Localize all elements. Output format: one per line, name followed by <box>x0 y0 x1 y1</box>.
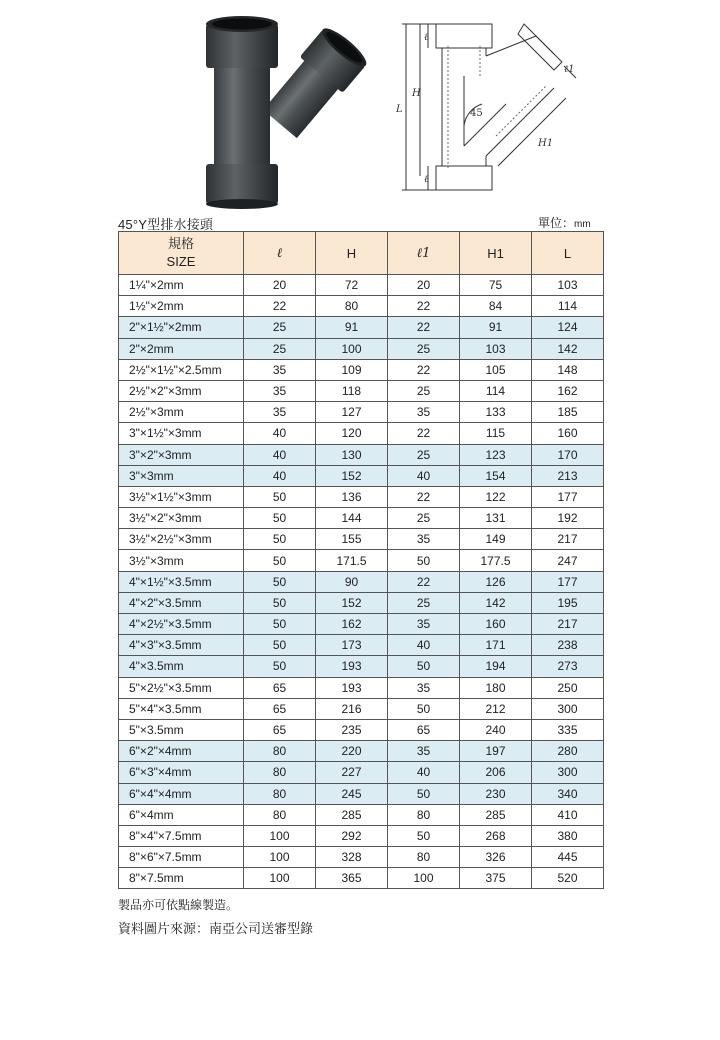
cell-H1: 154 <box>460 465 532 486</box>
header-H1: H1 <box>460 232 532 275</box>
cell-H1: 194 <box>460 656 532 677</box>
cell-size: 8"×6"×7.5mm <box>119 847 244 868</box>
cell-size: 4"×3"×3.5mm <box>119 635 244 656</box>
cell-H1: 285 <box>460 804 532 825</box>
table-row <box>119 317 604 338</box>
cell-H: 227 <box>316 762 388 783</box>
cell-l: 50 <box>244 635 316 656</box>
cell-l1: 22 <box>388 423 460 444</box>
cell-H: 173 <box>316 635 388 656</box>
cell-l1: 22 <box>388 317 460 338</box>
table-row <box>119 359 604 380</box>
angle-label: 45 <box>470 108 483 119</box>
cell-l1: 40 <box>388 762 460 783</box>
cell-H1: 114 <box>460 380 532 401</box>
cell-H1: 115 <box>460 423 532 444</box>
cell-L: 250 <box>532 677 604 698</box>
cell-H: 193 <box>316 677 388 698</box>
cell-L: 162 <box>532 380 604 401</box>
cell-H: 127 <box>316 402 388 423</box>
cell-H1: 206 <box>460 762 532 783</box>
cell-L: 124 <box>532 317 604 338</box>
cell-H: 365 <box>316 868 388 889</box>
cell-H1: 84 <box>460 296 532 317</box>
cell-L: 177 <box>532 486 604 507</box>
cell-L: 300 <box>532 698 604 719</box>
cell-H1: 75 <box>460 275 532 296</box>
cell-size: 3"×2"×3mm <box>119 444 244 465</box>
cell-l: 20 <box>244 275 316 296</box>
cell-L: 247 <box>532 550 604 571</box>
cell-size: 4"×1½"×3.5mm <box>119 571 244 592</box>
cell-l1: 35 <box>388 529 460 550</box>
table-row <box>119 656 604 677</box>
cell-l: 40 <box>244 465 316 486</box>
table-row <box>119 402 604 423</box>
cell-H: 193 <box>316 656 388 677</box>
cell-l: 35 <box>244 359 316 380</box>
cell-H1: 240 <box>460 719 532 740</box>
cell-H1: 131 <box>460 508 532 529</box>
table-row <box>119 614 604 635</box>
table-row <box>119 486 604 507</box>
cell-H: 245 <box>316 783 388 804</box>
table-row <box>119 804 604 825</box>
spec-table <box>118 231 604 889</box>
cell-H1: 91 <box>460 317 532 338</box>
cell-l: 65 <box>244 719 316 740</box>
cell-l: 100 <box>244 847 316 868</box>
cell-l: 80 <box>244 762 316 783</box>
cell-l: 50 <box>244 508 316 529</box>
cell-l: 40 <box>244 444 316 465</box>
table-row <box>119 592 604 613</box>
cell-l1: 22 <box>388 486 460 507</box>
cell-H1: 160 <box>460 614 532 635</box>
cell-l1: 50 <box>388 783 460 804</box>
table-row <box>119 423 604 444</box>
cell-size: 8"×7.5mm <box>119 868 244 889</box>
header-size <box>119 232 244 275</box>
cell-H1: 149 <box>460 529 532 550</box>
note-dotted-line: 製品亦可依點線製造。 <box>118 898 239 912</box>
cell-l: 50 <box>244 529 316 550</box>
cell-size: 3½"×2½"×3mm <box>119 529 244 550</box>
cell-H1: 177.5 <box>460 550 532 571</box>
cell-L: 238 <box>532 635 604 656</box>
cell-L: 195 <box>532 592 604 613</box>
cell-H: 152 <box>316 465 388 486</box>
cell-l: 50 <box>244 592 316 613</box>
header-H: H <box>316 232 388 275</box>
cell-size: 6"×4"×4mm <box>119 783 244 804</box>
cell-size: 5"×3.5mm <box>119 719 244 740</box>
cell-l: 65 <box>244 677 316 698</box>
cell-l1: 22 <box>388 571 460 592</box>
table-row <box>119 741 604 762</box>
cell-l1: 25 <box>388 338 460 359</box>
cell-H: 292 <box>316 825 388 846</box>
cell-H: 72 <box>316 275 388 296</box>
cell-H1: 103 <box>460 338 532 359</box>
cell-H1: 133 <box>460 402 532 423</box>
cell-L: 273 <box>532 656 604 677</box>
cell-l1: 50 <box>388 656 460 677</box>
cell-l1: 25 <box>388 508 460 529</box>
cell-l1: 40 <box>388 465 460 486</box>
cell-size: 3"×1½"×3mm <box>119 423 244 444</box>
cell-H: 109 <box>316 359 388 380</box>
note-source: 資料圖片來源：南亞公司送審型錄 <box>118 921 314 936</box>
cell-l: 100 <box>244 825 316 846</box>
table-row <box>119 635 604 656</box>
cell-H1: 180 <box>460 677 532 698</box>
cell-H: 136 <box>316 486 388 507</box>
cell-H: 220 <box>316 741 388 762</box>
cell-size: 4"×3.5mm <box>119 656 244 677</box>
header-L: L <box>532 232 604 275</box>
cell-H: 130 <box>316 444 388 465</box>
cell-H1: 171 <box>460 635 532 656</box>
table-row <box>119 380 604 401</box>
unit-label <box>538 214 591 231</box>
cell-l1: 100 <box>388 868 460 889</box>
dim-label-l-top: ℓ <box>424 32 429 43</box>
cell-H: 216 <box>316 698 388 719</box>
cell-H1: 197 <box>460 741 532 762</box>
cell-L: 185 <box>532 402 604 423</box>
cell-size: 6"×2"×4mm <box>119 741 244 762</box>
cell-H: 120 <box>316 423 388 444</box>
cell-H1: 230 <box>460 783 532 804</box>
product-photo <box>192 14 368 210</box>
table-row <box>119 762 604 783</box>
cell-H1: 123 <box>460 444 532 465</box>
table-row <box>119 296 604 317</box>
cell-H1: 212 <box>460 698 532 719</box>
cell-l1: 35 <box>388 614 460 635</box>
table-row <box>119 529 604 550</box>
cell-L: 142 <box>532 338 604 359</box>
cell-H: 328 <box>316 847 388 868</box>
cell-size: 4"×2½"×3.5mm <box>119 614 244 635</box>
table-row <box>119 275 604 296</box>
cell-H: 162 <box>316 614 388 635</box>
cell-H: 235 <box>316 719 388 740</box>
cell-l: 50 <box>244 550 316 571</box>
cell-H1: 268 <box>460 825 532 846</box>
cell-l1: 50 <box>388 550 460 571</box>
table-row <box>119 444 604 465</box>
cell-l: 80 <box>244 783 316 804</box>
cell-L: 300 <box>532 762 604 783</box>
cell-l1: 22 <box>388 296 460 317</box>
cell-l: 22 <box>244 296 316 317</box>
cell-size: 3½"×1½"×3mm <box>119 486 244 507</box>
dim-label-L: L <box>396 104 403 115</box>
cell-L: 280 <box>532 741 604 762</box>
dimension-drawing <box>386 16 586 200</box>
cell-H1: 105 <box>460 359 532 380</box>
table-row <box>119 465 604 486</box>
header-l: ℓ <box>244 232 316 275</box>
cell-l1: 80 <box>388 804 460 825</box>
cell-size: 2½"×3mm <box>119 402 244 423</box>
cell-L: 148 <box>532 359 604 380</box>
table-row <box>119 868 604 889</box>
cell-L: 177 <box>532 571 604 592</box>
dim-label-H1: H1 <box>538 138 554 149</box>
cell-l1: 25 <box>388 444 460 465</box>
cell-L: 217 <box>532 529 604 550</box>
header-size-en: SIZE <box>166 254 196 269</box>
cell-size: 2"×2mm <box>119 338 244 359</box>
cell-l1: 50 <box>388 698 460 719</box>
header-size-zh: 規格 <box>167 236 194 251</box>
cell-H: 144 <box>316 508 388 529</box>
cell-l: 50 <box>244 656 316 677</box>
cell-L: 335 <box>532 719 604 740</box>
cell-l1: 80 <box>388 847 460 868</box>
cell-H1: 375 <box>460 868 532 889</box>
cell-l1: 65 <box>388 719 460 740</box>
cell-l1: 25 <box>388 380 460 401</box>
unit-label-text: 單位： <box>538 216 575 230</box>
cell-H: 91 <box>316 317 388 338</box>
cell-L: 217 <box>532 614 604 635</box>
cell-size: 4"×2"×3.5mm <box>119 592 244 613</box>
cell-l: 80 <box>244 804 316 825</box>
cell-H: 155 <box>316 529 388 550</box>
cell-l1: 35 <box>388 741 460 762</box>
cell-L: 445 <box>532 847 604 868</box>
cell-H1: 142 <box>460 592 532 613</box>
cell-l: 80 <box>244 741 316 762</box>
cell-size: 5"×2½"×3.5mm <box>119 677 244 698</box>
cell-L: 192 <box>532 508 604 529</box>
dim-label-l-bottom: ℓ <box>424 174 429 185</box>
cell-size: 6"×4mm <box>119 804 244 825</box>
cell-H: 100 <box>316 338 388 359</box>
cell-l: 35 <box>244 380 316 401</box>
cell-size: 3½"×2"×3mm <box>119 508 244 529</box>
cell-H: 90 <box>316 571 388 592</box>
cell-l1: 25 <box>388 592 460 613</box>
cell-size: 1¼"×2mm <box>119 275 244 296</box>
table-row <box>119 550 604 571</box>
table-row <box>119 783 604 804</box>
cell-size: 5"×4"×3.5mm <box>119 698 244 719</box>
table-row <box>119 677 604 698</box>
cell-l: 40 <box>244 423 316 444</box>
table-row <box>119 571 604 592</box>
cell-size: 1½"×2mm <box>119 296 244 317</box>
cell-l: 50 <box>244 614 316 635</box>
cell-size: 2"×1½"×2mm <box>119 317 244 338</box>
header-l1: ℓ1 <box>388 232 460 275</box>
cell-l1: 50 <box>388 825 460 846</box>
cell-size: 2½"×1½"×2.5mm <box>119 359 244 380</box>
cell-H: 171.5 <box>316 550 388 571</box>
cell-l: 50 <box>244 571 316 592</box>
cell-l1: 22 <box>388 359 460 380</box>
table-row <box>119 508 604 529</box>
cell-H: 118 <box>316 380 388 401</box>
cell-l: 25 <box>244 317 316 338</box>
cell-H1: 122 <box>460 486 532 507</box>
cell-L: 160 <box>532 423 604 444</box>
cell-L: 520 <box>532 868 604 889</box>
table-row <box>119 698 604 719</box>
cell-l: 25 <box>244 338 316 359</box>
cell-H: 80 <box>316 296 388 317</box>
unit-value: mm <box>574 219 591 230</box>
cell-size: 8"×4"×7.5mm <box>119 825 244 846</box>
cell-size: 3"×3mm <box>119 465 244 486</box>
table-row <box>119 825 604 846</box>
cell-l: 100 <box>244 868 316 889</box>
cell-l: 65 <box>244 698 316 719</box>
cell-L: 340 <box>532 783 604 804</box>
table-row <box>119 719 604 740</box>
cell-L: 170 <box>532 444 604 465</box>
cell-H1: 126 <box>460 571 532 592</box>
cell-l1: 40 <box>388 635 460 656</box>
cell-l1: 20 <box>388 275 460 296</box>
cell-l: 35 <box>244 402 316 423</box>
cell-size: 6"×3"×4mm <box>119 762 244 783</box>
cell-size: 2½"×2"×3mm <box>119 380 244 401</box>
cell-L: 213 <box>532 465 604 486</box>
cell-L: 410 <box>532 804 604 825</box>
cell-L: 103 <box>532 275 604 296</box>
page-title: 45°Y型排水接頭 <box>118 217 214 232</box>
dim-label-H: H <box>412 88 421 99</box>
cell-L: 114 <box>532 296 604 317</box>
cell-size: 3½"×3mm <box>119 550 244 571</box>
cell-l1: 35 <box>388 677 460 698</box>
cell-l: 50 <box>244 486 316 507</box>
cell-L: 380 <box>532 825 604 846</box>
dim-label-l1: ℓ1 <box>564 64 575 75</box>
cell-H: 152 <box>316 592 388 613</box>
table-row <box>119 338 604 359</box>
cell-H1: 326 <box>460 847 532 868</box>
table-header-row <box>119 232 604 275</box>
cell-H: 285 <box>316 804 388 825</box>
cell-l1: 35 <box>388 402 460 423</box>
table-row <box>119 847 604 868</box>
